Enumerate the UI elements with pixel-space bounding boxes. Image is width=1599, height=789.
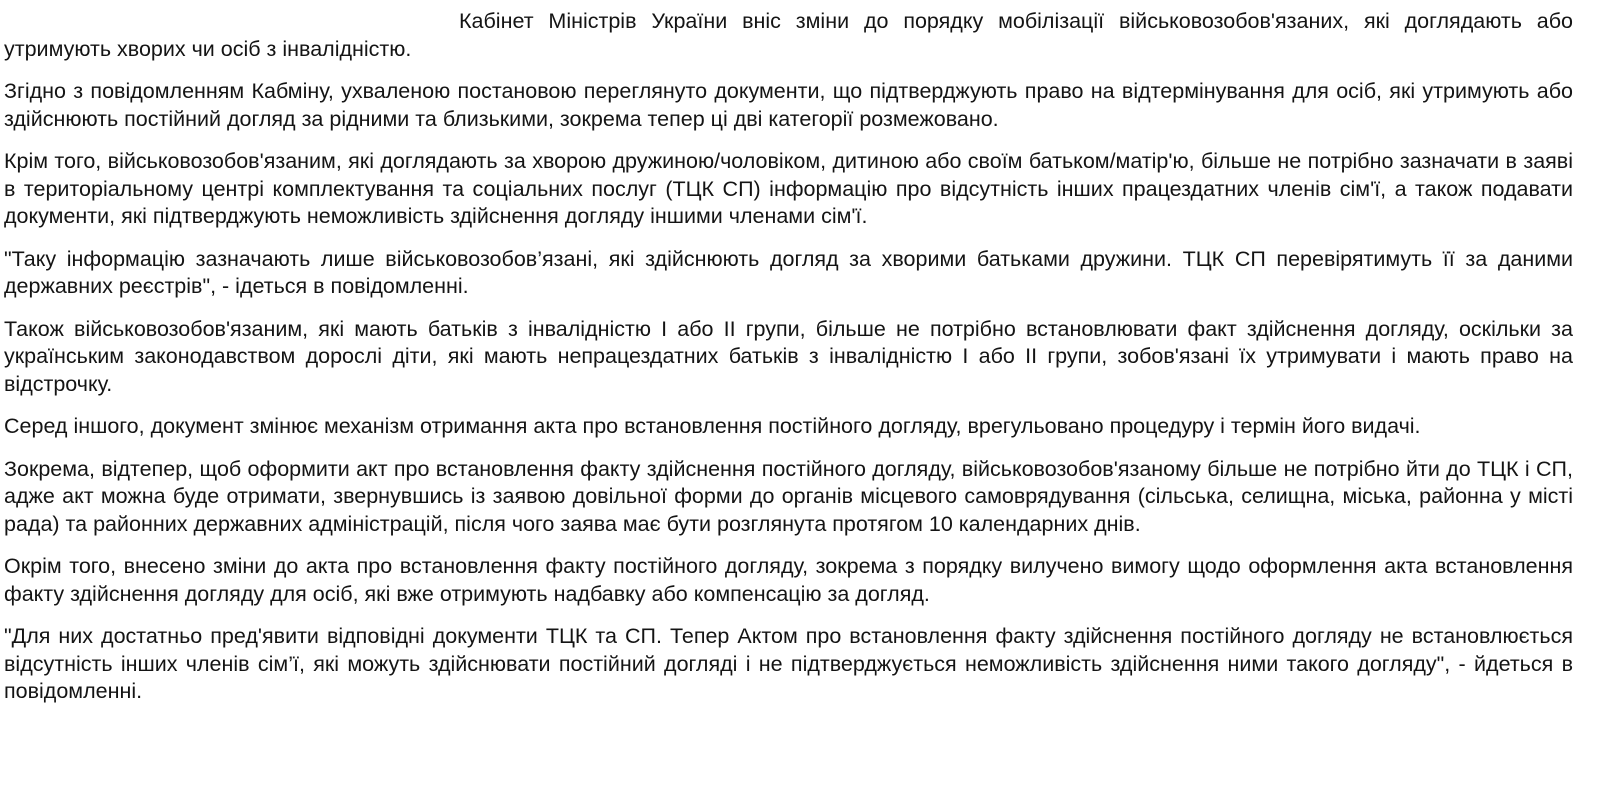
article-paragraph: Серед іншого, документ змінює механізм отримання акта про встановлення постійного догляду, врегульовано процедуру і термін його видачі. [4,414,1421,438]
article-lead-paragraph: Кабінет Міністрів України вніс зміни до порядку мобілізації військовозобов'язаних, які доглядають або утримують хворих чи осіб з інвалідністю. [4,9,1573,61]
article-paragraph: Крім того, військовозобов'язаним, які доглядають за хворою дружиною/чоловіком, дитиною або своїм батьком/матір'ю, більше не потрібно зазначати в заяві в територіальному центрі комплектування та соціальних послуг (ТЦК СП) інформацію про відсутність інших працездатних членів сім'ї, а також подавати документи, які підтверджують неможливість здійснення догляду іншими членами сім'ї. [4,149,1573,228]
article-paragraph: Зокрема, відтепер, щоб оформити акт про встановлення факту здійснення постійного догляду, військовозобов'язаному більше не потрібно йти до ТЦК і СП, адже акт можна буде отримати, звернувшись із заявою довільної форми до органів місцевого самоврядування (сільська, селищна, міська, районна у місті рада) та районних державних адміністрацій, після чого заява має бути розглянута протягом 10 календарних днів. [4,456,1573,536]
article-paragraph: Також військовозобов'язаним, які мають батьків з інвалідністю I або II групи, більше не потрібно встановлювати факт здійснення догляду, оскільки за українським законодавством дорослі діти, які мають непрацездатних батьків з інвалідністю I або II групи, зобов'язані їх утримувати і мають право на відстрочку. [4,316,1573,396]
article-body [4,8,1573,706]
article-quote-paragraph: "Таку інформацію зазначають лише військовозобов’язані, які здійснюють догляд за хворими батьками дружини. ТЦК СП перевірятимуть її за даними державних реєстрів", - ідеться в повідомленні. [4,246,1573,298]
article-paragraph: Окрім того, внесено зміни до акта про встановлення факту постійного догляду, зокрема з порядку вилучено вимогу щодо оформлення акта встановлення факту здійснення догляду для осіб, які вже отримують надбавку або компенсацію за догляд. [4,554,1573,606]
article-paragraph: Згідно з повідомленням Кабміну, ухваленою постановою переглянуто документи, що підтверджують право на відтермінування для осіб, які утримують або здійснюють постійний догляд за рідними та близькими, зокрема тепер ці дві категорії розмежовано. [4,79,1573,131]
article-quote-paragraph: "Для них достатньо пред'явити відповідні документи ТЦК та СП. Тепер Актом про встановлення факту здійснення постійного догляду не встановлюється відсутність інших членів сім’ї, які можуть здійснювати постійний догляді і не підтверджується неможливість здійснення ними такого догляду", - йдеться в повідомленні. [4,624,1573,703]
